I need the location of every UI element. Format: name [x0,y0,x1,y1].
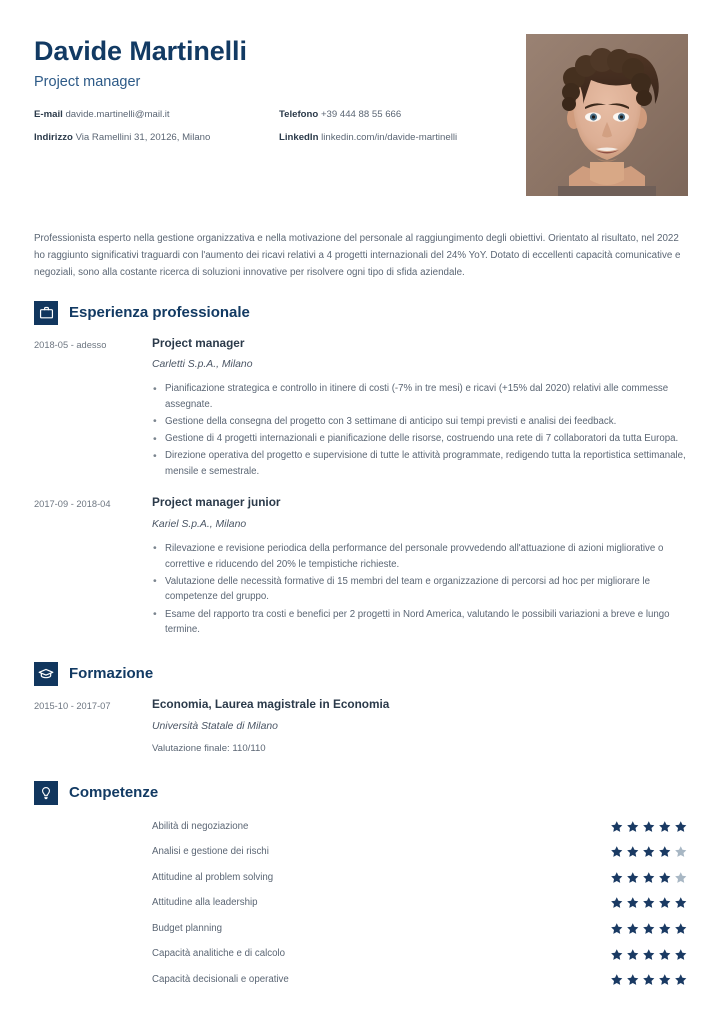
entry-bullet-list [152,381,688,480]
entry-body [152,336,688,482]
star-icon [642,896,656,910]
skills-list [34,814,688,993]
graduation-cap-icon [34,662,58,686]
skill-row [34,916,688,942]
contact-details [34,109,510,145]
star-icon [610,871,624,885]
section-skills [34,781,688,993]
briefcase-icon [34,301,58,325]
entry-role-title: Project manager junior [152,495,281,510]
star-icon [674,845,688,859]
star-icon [610,948,624,962]
skill-label: Attitudine alla leadership [152,897,258,909]
star-icon [626,973,640,987]
contact-value[interactable]: linkedin.com/in/davide-martinelli [321,131,458,143]
entry-organization: Carletti S.p.A., Milano [152,359,253,371]
entry-date-range: 2018-05 - adesso [34,339,107,350]
star-icon [626,922,640,936]
star-icon [674,871,688,885]
skill-rating-stars [610,922,689,936]
contact-item-linkedin [279,132,510,145]
experience-entry [34,336,688,482]
section-experience [34,301,688,640]
skill-label: Abilità di negoziazione [152,820,249,832]
contact-label: E-mail [34,108,63,120]
candidate-job-title: Project manager [34,74,141,91]
contact-label: Indirizzo [34,131,73,143]
star-icon [658,820,672,834]
skill-rating-stars [610,820,689,834]
star-icon [658,896,672,910]
star-icon [642,871,656,885]
star-icon [626,948,640,962]
skill-rating-stars [610,896,689,910]
section-title: Formazione [69,665,154,683]
section-header-education [34,662,688,686]
star-icon [626,820,640,834]
star-icon [658,871,672,885]
skill-row [34,814,688,840]
skill-rating-stars [610,845,689,859]
contact-item-email [34,109,279,122]
skill-row [34,865,688,891]
star-icon [610,896,624,910]
star-icon [674,973,688,987]
contact-value[interactable]: davide.martinelli@mail.it [65,108,170,120]
contact-item-address [34,132,279,145]
bullet-item: • Gestione di 4 progetti internazionali e pianificazione delle risorse, costruendo una rete di 7 collaboratori da tutta Europa. [152,431,688,447]
skill-label: Budget planning [152,922,223,934]
star-icon [674,896,688,910]
skill-label: Attitudine al problem solving [152,871,274,883]
entry-organization: Kariel S.p.A., Milano [152,519,247,531]
entry-grade-note: Valutazione finale: 110/110 [152,743,266,755]
education-entry [34,697,688,757]
star-icon [658,973,672,987]
entry-institution: Università Statale di Milano [152,720,278,732]
star-icon [626,845,640,859]
star-icon [642,845,656,859]
section-header-experience [34,301,688,325]
section-header-skills [34,781,688,805]
star-icon [642,948,656,962]
star-icon [674,820,688,834]
section-education [34,662,688,757]
skill-row [34,967,688,993]
skill-row [34,839,688,865]
professional-summary: Professionista esperto nella gestione organizzativa e nella motivazione del personale al raggiungimento degli obiettivi. Orientato al risultato, nel 2022 ho raggiunto significativi traguardi con l'aumento dei ricavi relativi a 4 progetti internazionali del 24% YoY. Dotato di eccellenti capacità comunicative e negoziali, sono alla costante ricerca di soluzioni innovative per risolvere ogni tipo di sfida aziendale. [34,233,681,278]
experience-entry [34,495,688,639]
portrait-photo [526,34,688,196]
entry-degree-title: Economia, Laurea magistrale in Economia [152,696,390,711]
resume-header [0,0,722,196]
bullet-item: • Esame del rapporto tra costi e benefici per 2 progetti in Nord America, valutando le possibili variazioni a breve e lungo termine. [152,607,688,638]
star-icon [642,820,656,834]
entry-date-range: 2015-10 - 2017-07 [34,700,111,711]
skill-label: Capacità analitiche e di calcolo [152,948,286,960]
entry-body [152,697,688,757]
entry-date-range: 2017-09 - 2018-04 [34,499,111,510]
contact-item-phone [279,109,510,122]
skill-rating-stars [610,871,689,885]
star-icon [658,922,672,936]
skill-label: Analisi e gestione dei rischi [152,846,269,858]
lightbulb-icon [34,781,58,805]
star-icon [674,922,688,936]
contact-label: Telefono [279,108,319,120]
star-icon [658,948,672,962]
bullet-item: • Gestione della consegna del progetto con 3 settimane di anticipo sui tempi previsti e analisi dei feedback. [152,414,688,430]
star-icon [658,845,672,859]
page-bottom-margin [0,993,722,1021]
skill-rating-stars [610,973,689,987]
star-icon [610,922,624,936]
contact-value: Via Ramellini 31, 20126, Milano [75,131,211,143]
header-text-block [34,34,510,145]
star-icon [642,922,656,936]
star-icon [626,896,640,910]
candidate-name: Davide Martinelli [34,36,247,66]
star-icon [610,845,624,859]
skill-label: Capacità decisionali e operative [152,974,289,986]
star-icon [674,948,688,962]
bullet-item: • Direzione operativa del progetto e supervisione di tutte le attività programmate, redigendo tutta la reportistica settimanale, mensile e semestrale. [152,448,688,479]
skill-row [34,941,688,967]
bullet-item: • Valutazione delle necessità formative di 15 membri del team e organizzazione di percorsi ad hoc per migliorare le competenze del gruppo. [152,574,688,605]
contact-label: LinkedIn [279,131,319,143]
skill-row [34,890,688,916]
star-icon [610,820,624,834]
entry-body [152,495,688,639]
skill-rating-stars [610,948,689,962]
bullet-item: • Pianificazione strategica e controllo in itinere di costi (-7% in tre mesi) e ricavi (+15% dal 2020) relativi alle commesse assegnate. [152,381,688,412]
star-icon [610,973,624,987]
star-icon [642,973,656,987]
entry-role-title: Project manager [152,335,245,350]
star-icon [626,871,640,885]
entry-bullet-list [152,541,688,638]
section-title: Esperienza professionale [69,304,250,322]
contact-value[interactable]: +39 444 88 55 666 [320,108,402,120]
section-title: Competenze [69,784,159,801]
bullet-item: • Rilevazione e revisione periodica della performance del personale provvedendo all'attuazione di azioni migliorative o correttive e riducendo del 20% le tempistiche richieste. [152,541,688,572]
